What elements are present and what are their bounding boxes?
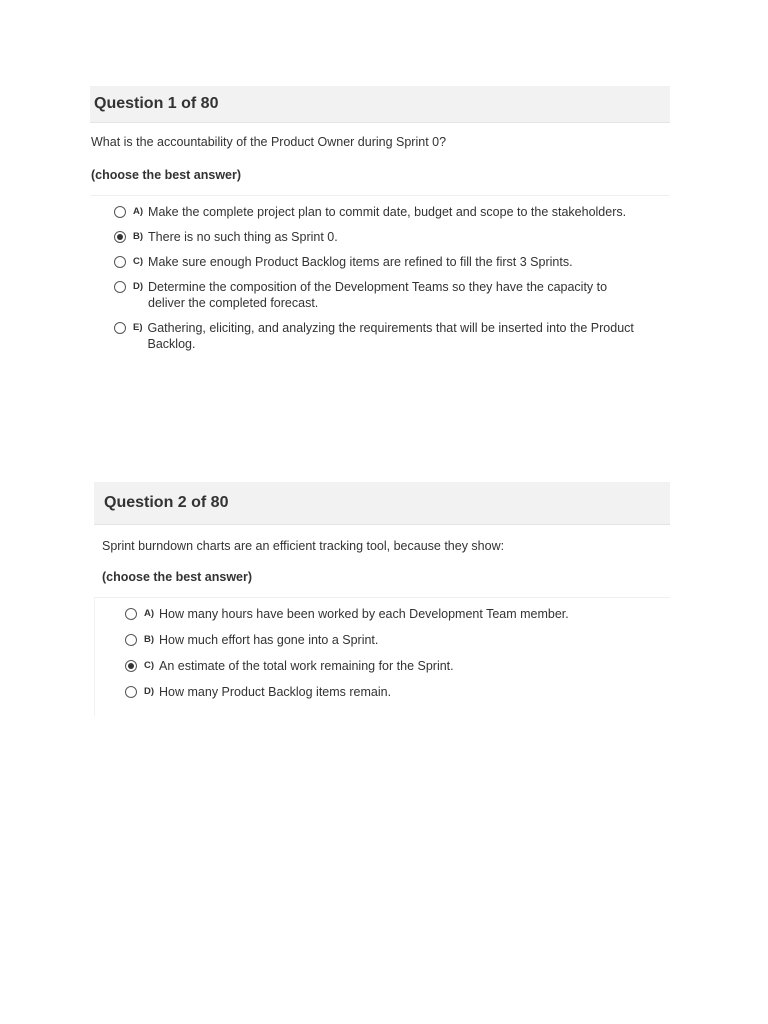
option-b[interactable]: [114, 229, 670, 245]
option-c[interactable]: [114, 254, 670, 270]
option-letter: C): [133, 256, 144, 267]
options-list: [94, 597, 670, 716]
question-text: What is the accountability of the Product Owner during Sprint 0?: [91, 135, 447, 149]
option-letter: D): [133, 281, 144, 292]
question-header: Question 2 of 80: [94, 482, 670, 525]
option-a[interactable]: [125, 606, 670, 622]
option-text: Make sure enough Product Backlog items are refined to fill the first 3 Sprints.: [148, 255, 573, 269]
option-letter: E): [133, 322, 143, 333]
question-1: [90, 86, 670, 361]
radio-button[interactable]: [125, 686, 137, 698]
option-d[interactable]: [114, 279, 670, 311]
question-instruction: (choose the best answer): [91, 168, 242, 182]
question-text: Sprint burndown charts are an efficient tracking tool, because they show:: [102, 539, 505, 553]
option-letter: A): [133, 206, 144, 217]
option-letter: D): [144, 686, 155, 697]
question-instruction: (choose the best answer): [102, 570, 253, 584]
radio-button[interactable]: [114, 281, 126, 293]
radio-button[interactable]: [114, 322, 126, 334]
option-text: Determine the composition of the Development Teams so they have the capacity to deliver the completed forecast.: [148, 280, 608, 310]
option-a[interactable]: [114, 204, 670, 220]
radio-button[interactable]: [125, 608, 137, 620]
option-text: How many Product Backlog items remain.: [159, 685, 392, 699]
option-text: Make the complete project plan to commit date, budget and scope to the stakeholders.: [148, 205, 627, 219]
option-letter: B): [144, 634, 155, 645]
radio-button[interactable]: [114, 206, 126, 218]
question-header: Question 1 of 80: [90, 86, 670, 123]
radio-button[interactable]: [114, 256, 126, 268]
radio-button[interactable]: [125, 660, 137, 672]
option-d[interactable]: [125, 684, 670, 700]
option-letter: B): [133, 231, 144, 242]
option-b[interactable]: [125, 632, 670, 648]
option-letter: A): [144, 608, 155, 619]
option-e[interactable]: [114, 320, 670, 352]
option-letter: C): [144, 660, 155, 671]
option-text: There is no such thing as Sprint 0.: [148, 230, 338, 244]
option-text: How much effort has gone into a Sprint.: [159, 633, 379, 647]
radio-button[interactable]: [125, 634, 137, 646]
radio-button[interactable]: [114, 231, 126, 243]
question-2: [94, 482, 670, 716]
option-text: An estimate of the total work remaining for the Sprint.: [159, 659, 454, 673]
options-list: [90, 195, 670, 352]
option-text: How many hours have been worked by each Development Team member.: [159, 607, 569, 621]
option-c[interactable]: [125, 658, 670, 674]
option-text: Gathering, eliciting, and analyzing the requirements that will be inserted into the Product Backlog.: [147, 321, 634, 351]
